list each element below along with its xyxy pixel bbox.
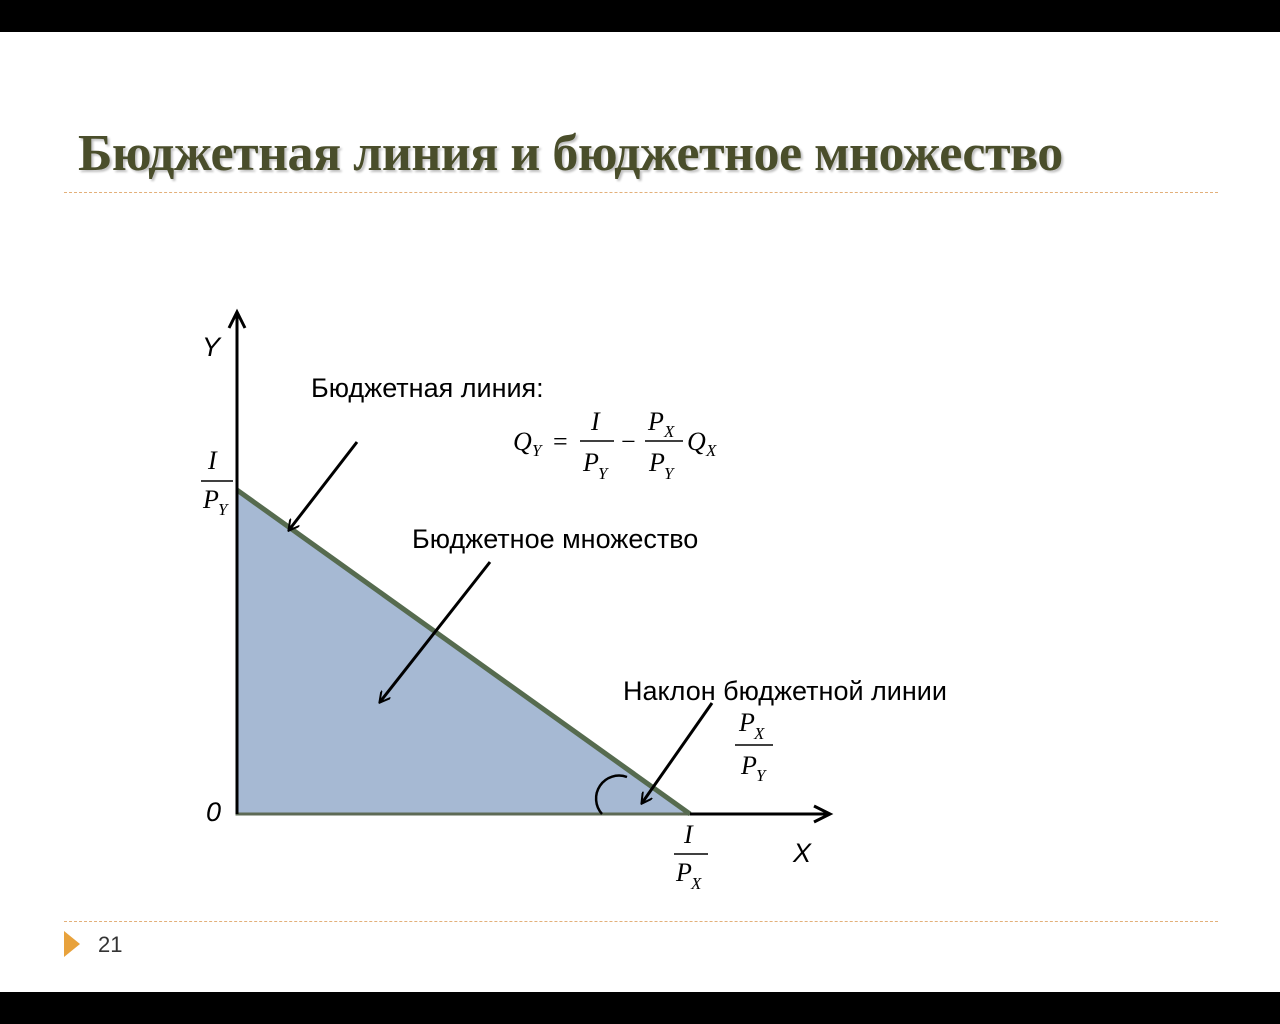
- budget-line-label: Бюджетная линия:: [311, 373, 544, 403]
- slope-label: Наклон бюджетной линии: [623, 676, 947, 706]
- budget-line-pointer-arrow: [289, 442, 357, 530]
- svg-text:−: −: [621, 427, 636, 456]
- slope-fraction: [735, 708, 773, 785]
- slide-title: Бюджетная линия и бюджетное множество: [78, 125, 1063, 182]
- svg-text:Q: Q: [513, 427, 532, 456]
- svg-text:Y: Y: [218, 500, 228, 519]
- svg-text:X: X: [706, 441, 717, 460]
- svg-text:P: P: [203, 485, 219, 514]
- svg-text:Y: Y: [532, 441, 542, 460]
- x-intercept-fraction: [674, 820, 708, 893]
- svg-text:Y: Y: [756, 766, 766, 785]
- svg-text:X: X: [754, 724, 765, 743]
- svg-text:P: P: [649, 448, 665, 477]
- svg-text:I: I: [591, 407, 600, 436]
- svg-text:X: X: [691, 874, 702, 893]
- slope-pointer-arrow: [642, 703, 712, 803]
- svg-text:P: P: [739, 708, 755, 737]
- svg-text:P: P: [648, 407, 664, 436]
- svg-text:Y: Y: [664, 464, 674, 483]
- x-axis-label: X: [793, 838, 812, 868]
- slide-number: 21: [98, 932, 123, 957]
- svg-text:=: =: [553, 427, 568, 456]
- svg-text:P: P: [676, 858, 692, 887]
- svg-text:I: I: [684, 820, 693, 849]
- y-intercept-fraction: [201, 446, 233, 519]
- svg-text:X: X: [664, 422, 675, 441]
- budget-line-equation: [513, 407, 717, 483]
- svg-text:P: P: [583, 448, 599, 477]
- budget-set-label: Бюджетное множество: [412, 524, 699, 554]
- svg-text:P: P: [741, 751, 757, 780]
- svg-text:Y: Y: [598, 464, 608, 483]
- y-axis-label: Y: [202, 332, 221, 362]
- origin-label: 0: [206, 797, 222, 827]
- svg-text:Q: Q: [687, 427, 706, 456]
- svg-text:I: I: [208, 446, 217, 475]
